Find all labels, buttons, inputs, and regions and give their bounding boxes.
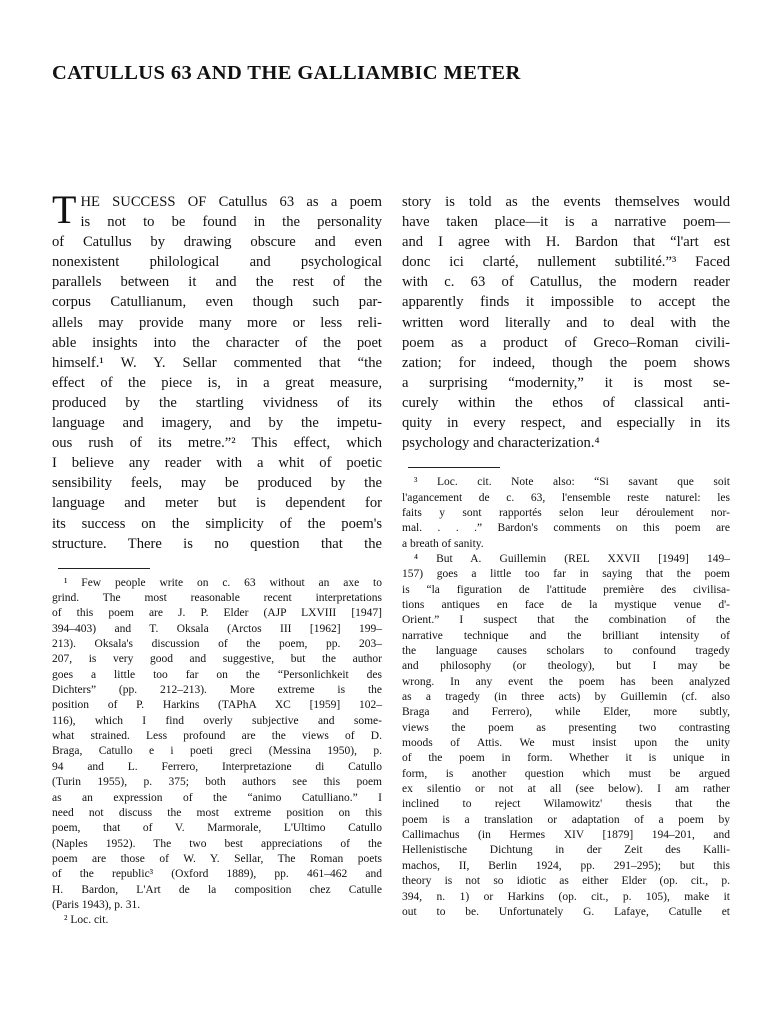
footnote-line: Braga and Ferrero), while Elder, more subtly, (402, 706, 730, 719)
body-line: effect of the piece is, in a great measure, (52, 374, 382, 391)
footnote-line: tions antiques en face de la mystique venue d'- (402, 598, 730, 611)
footnote-line: is “la figuration de l'attitude première des civilisa- (402, 583, 730, 596)
footnote-line: poem is a translation or adaptation of a poem by (402, 813, 730, 826)
body-line: allels may provide many more or less reli- (52, 314, 382, 331)
body-line: I believe any reader with a whit of poetic (52, 455, 382, 472)
footnote-line: inclined to reject Wilamowitz' thesis that the (402, 798, 730, 811)
footnote-line: machos, II, Berlin 1924, pp. 291–295); but this (402, 859, 730, 872)
footnote-line: Dichters” (pp. 212–213). More extreme is the (52, 684, 382, 697)
body-line: apparently finds it impossible to accept the (402, 294, 730, 311)
body-line: language and meter but is dependent for (52, 495, 382, 512)
footnote-line: 116), which I find overly subjective and some- (52, 714, 382, 727)
body-line: donc ici clarté, nullement subtilité.”³ Faced (402, 254, 730, 271)
footnote-line: mal. . . .” Bardon's comments on this poem are (402, 522, 730, 535)
body-line: produced by the startling vividness of its (52, 394, 382, 411)
footnote-line: 394–403) and T. Oksala (Arctos III [1962] 199– (52, 622, 382, 635)
footnote-line: of the republic³ (Oxford 1889), pp. 461–462 and (52, 868, 382, 881)
footnote-line: l'agancement de c. 63, l'ensemble reste naturel: les (402, 491, 730, 504)
body-line: psychology and characterization.⁴ (402, 435, 600, 452)
footnote-line: faits y sont rapportés selon leur déroulement nor- (402, 506, 730, 519)
drop-cap: T (52, 187, 77, 232)
footnote-line: Callimachus (in Hermes XIV [1879] 194–201, and (402, 829, 730, 842)
body-line: story is told as the events themselves would (402, 194, 730, 210)
footnote-line: 207, is very good and suggestive, but the author (52, 653, 382, 666)
footnote-line: ex silentio or not at all (see below). I am rather (402, 783, 730, 796)
footnote-line: 94 and L. Ferrero, Interpretazione di Catullo (52, 760, 382, 773)
footnote-line: 157) goes a little too far in saying that the poem (402, 568, 730, 581)
body-line: poem as a product of Greco–Roman civili- (402, 334, 730, 351)
footnote-line: H. Bardon, L'Art de la composition chez Catulle (52, 883, 382, 896)
body-line: corpus Catullianum, even though such par- (52, 294, 382, 311)
footnote-line: theory is not so idiotic as either Elder (op. cit., p. (402, 875, 730, 888)
footnote-line: position of P. Harkins (TAPhA XC [1959] 102– (52, 699, 382, 712)
body-line: of Catullus by drawing obscure and even (52, 234, 382, 251)
body-line: HE SUCCESS OF Catullus 63 as a poem (80, 194, 382, 210)
footnote-line: views the poem as presenting two contrasting (402, 721, 730, 734)
body-line: structure. There is no question that the (52, 535, 382, 552)
footnote-line: ³ Loc. cit. Note also: “Si savant que soit (414, 476, 730, 489)
body-line: and I agree with H. Bardon that “l'art est (402, 234, 730, 251)
footnote-line: Hellenistische Dichtung in der Zeit des Kalli- (402, 844, 730, 857)
footnote-line: moods of Attis. We must insist upon the unity (402, 737, 730, 750)
footnote-line: 213). Oksala's discussion of the poem, pp. 203– (52, 638, 382, 651)
footnote-line: ² Loc. cit. (64, 914, 109, 927)
right-body-text (402, 192, 730, 453)
right-column (402, 192, 730, 920)
body-line: quity in every respect, and especially in its (402, 415, 730, 432)
footnote-line: (Naples 1952). The two best appreciations of the (52, 837, 382, 850)
footnote-line: goes a little too far on the “Personlichkeit des (52, 668, 382, 681)
body-line: zation; for indeed, though the poem shows (402, 354, 730, 371)
footnote-line: ¹ Few people write on c. 63 without an axe to (64, 576, 382, 589)
footnote-line: poem are those of W. Y. Sellar, The Roman poets (52, 852, 382, 865)
footnote-line: a breath of sanity. (402, 537, 484, 550)
footnote-line: and philosophy (or theology), but I may be (402, 660, 730, 673)
body-line: its success on the simplicity of the poem's (52, 515, 382, 532)
body-line: sensibility feels, may be produced by the (52, 475, 382, 492)
body-line: able insights into the character of the poet (52, 334, 382, 351)
footnote-line: as a tragedy (in three acts) by Guillemin (cf. also (402, 691, 730, 704)
footnote-line: wrong. In any event the poem has been analyzed (402, 675, 730, 688)
article-title: CATULLUS 63 AND THE GALLIAMBIC METER (52, 62, 521, 84)
left-column (52, 187, 382, 929)
footnote-line: poem, that of V. Marmorale, L'Ultimo Catullo (52, 822, 382, 835)
body-line: a surprising “modernity,” it is most se- (402, 374, 730, 391)
footnote-line: grind. The most reasonable recent interpretations (52, 592, 382, 605)
body-line: with c. 63 of Catullus, the modern reader (402, 274, 730, 291)
footnote-line: narrative technique and the brilliant intensity of (402, 629, 730, 642)
footnote-line: what strained. Less profound are the views of D. (52, 730, 382, 743)
body-line: himself.¹ W. Y. Sellar commented that “the (52, 354, 382, 371)
footnote-line: 394, n. 1) or Harkins (op. cit., p. 105), make it (402, 890, 730, 903)
body-line: language and imagery, and by the impetu- (52, 415, 382, 432)
footnote-line: form, is another question which must be argued (402, 767, 730, 780)
body-line: is not to be found in the personality (80, 214, 382, 231)
footnote-line: out to be. Unfortunately G. Lafaye, Catulle et (402, 905, 730, 918)
footnote-line: Braga, Catullo e i poeti greci (Messina 1950), p. (52, 745, 382, 758)
body-line: nonexistent philological and psychological (52, 254, 382, 271)
footnote-line: Orient.” I suspect that the combination of the (402, 614, 730, 627)
left-body-text (52, 187, 382, 554)
body-line: have taken place—it is a narrative poem— (402, 214, 730, 231)
footnote-line: need not discuss the most extreme position on this (52, 806, 382, 819)
footnote-line: (Paris 1943), p. 31. (52, 898, 141, 911)
footnote-line: ⁴ But A. Guillemin (REL XXVII [1949] 149– (414, 552, 730, 565)
body-line: written word literally and to deal with the (402, 314, 730, 331)
footnote-line: as an expression of the “animo Catulliano.” I (52, 791, 382, 804)
body-line: ous rush of its metre.”² This effect, which (52, 435, 382, 452)
body-line: parallels between it and the rest of the (52, 274, 382, 291)
footnote-line: of the poem in form. Whether it is unique in (402, 752, 730, 765)
right-footnotes (402, 475, 730, 920)
footnote-rule (408, 467, 500, 468)
footnote-line: the language causes scholars to confound tragedy (402, 645, 730, 657)
body-line: curely within the ethos of classical anti- (402, 394, 730, 411)
left-footnotes (52, 576, 382, 929)
footnote-rule (58, 568, 150, 569)
footnote-line: (Turin 1955), p. 375; both authors see this poem (52, 776, 382, 789)
footnote-line: of this poem are J. P. Elder (AJP LXVIII [1947] (52, 607, 382, 620)
